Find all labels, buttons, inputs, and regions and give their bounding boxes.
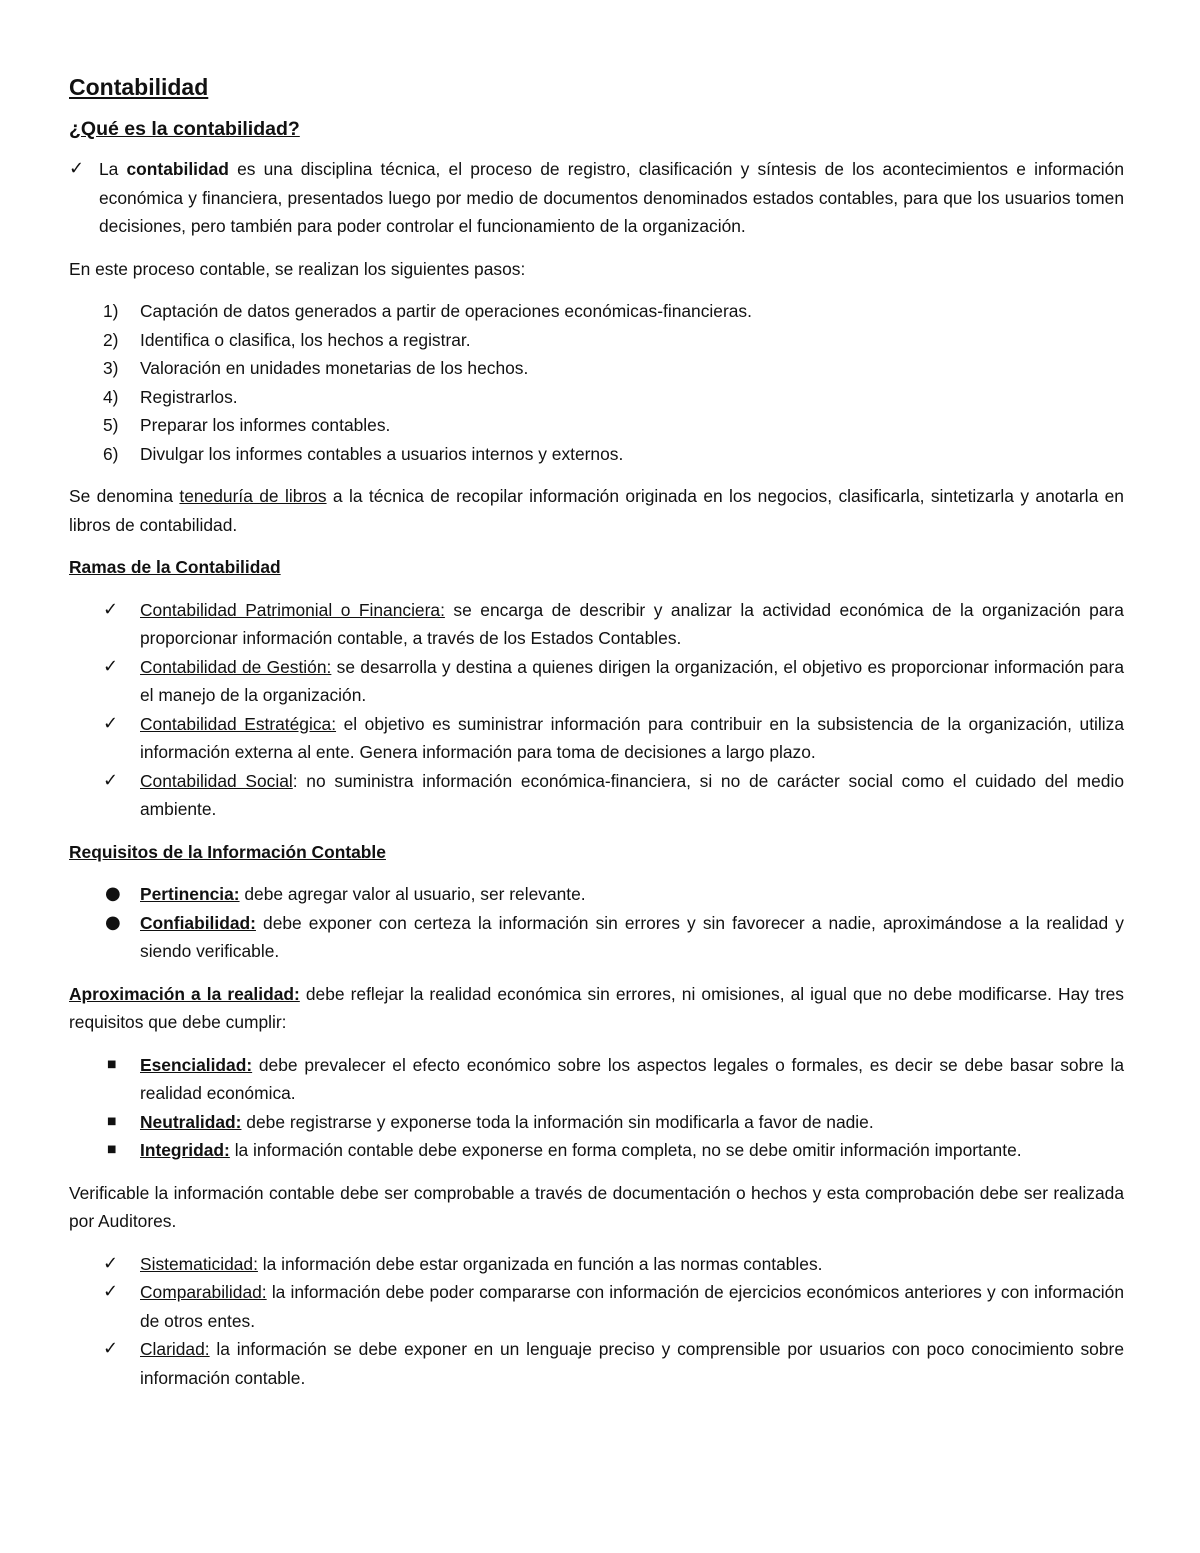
step-text: Preparar los informes contables. bbox=[140, 415, 391, 435]
list-item bbox=[69, 326, 1124, 355]
check-icon: ✓ bbox=[69, 158, 85, 179]
item-text: debe registrarse y exponerse toda la información sin modificarla a favor de nadie. bbox=[241, 1111, 874, 1132]
square-bullet-icon: ■ bbox=[107, 1144, 117, 1155]
bullet-icon: ● bbox=[105, 911, 121, 933]
item-term: Confiabilidad: bbox=[140, 912, 256, 933]
step-number: 5) bbox=[103, 415, 119, 435]
teneduria-pre: Se denomina bbox=[69, 486, 180, 506]
list-item bbox=[69, 411, 1124, 440]
item-term: Contabilidad Patrimonial o Financiera: bbox=[140, 599, 445, 620]
requisitos-list bbox=[69, 880, 1124, 966]
item-text: la información debe poder compararse con información de ejercicios económicos anteriores y con información de otros entes. bbox=[140, 1282, 1124, 1331]
item-text: la información contable debe exponerse en forma completa, no se debe omitir información importante. bbox=[229, 1140, 1022, 1160]
aproximacion-term: Aproximación a la realidad: bbox=[69, 983, 300, 1004]
item-term: Integridad: bbox=[140, 1140, 230, 1160]
check-icon: ✓ bbox=[103, 712, 119, 734]
list-item bbox=[69, 354, 1124, 383]
item-term: Esencialidad: bbox=[140, 1054, 253, 1075]
check-icon: ✓ bbox=[103, 1338, 119, 1359]
aproximacion-list bbox=[69, 1051, 1124, 1165]
item-text: el objetivo es suministrar información para contribuir en la subsistencia de la organización, utiliza información externa al ente. Genera información para toma de decisiones a largo plazo. bbox=[140, 713, 1124, 762]
item-text: debe agregar valor al usuario, ser relevante. bbox=[239, 884, 586, 904]
step-text: Identifica o clasifica, los hechos a registrar. bbox=[140, 329, 471, 350]
ramas-list bbox=[69, 596, 1124, 824]
definition-item bbox=[69, 155, 1124, 241]
step-text: Registrarlos. bbox=[140, 386, 238, 407]
list-item bbox=[69, 440, 1124, 469]
aproximacion-text: debe reflejar la realidad económica sin errores, ni omisiones, al igual que no debe modificarse. Hay tres requisitos que debe cumplir: bbox=[69, 983, 1124, 1032]
list-item bbox=[69, 1108, 1124, 1137]
step-number: 6) bbox=[103, 443, 119, 464]
requisitos-heading: Requisitos de la Información Contable bbox=[69, 841, 386, 862]
item-term: Neutralidad: bbox=[140, 1111, 242, 1132]
list-item bbox=[69, 1335, 1124, 1392]
teneduria-text: a la técnica de recopilar información originada en los negocios, clasificarla, sintetizarla y anotarla en libros de contabilidad. bbox=[69, 486, 1124, 535]
final-list bbox=[69, 1250, 1124, 1393]
definition-list bbox=[69, 155, 1124, 241]
list-item bbox=[69, 1250, 1124, 1279]
process-intro: En este proceso contable, se realizan los siguientes pasos: bbox=[69, 258, 526, 279]
steps-list bbox=[69, 297, 1124, 468]
step-text: Captación de datos generados a partir de operaciones económicas-financieras. bbox=[140, 301, 752, 321]
item-term: Claridad: bbox=[140, 1339, 210, 1359]
section-subtitle: ¿Qué es la contabilidad? bbox=[69, 118, 300, 140]
item-text: la información debe estar organizada en función a las normas contables. bbox=[257, 1253, 823, 1274]
ramas-heading: Ramas de la Contabilidad bbox=[69, 557, 281, 577]
item-text: : no suministra información económica-financiera, si no de carácter social como el cuidado del medio ambiente. bbox=[140, 770, 1124, 819]
bullet-icon: ● bbox=[105, 883, 121, 904]
list-item bbox=[69, 596, 1124, 653]
item-text: debe prevalecer el efecto económico sobre los aspectos legales o formales, es decir se debe basar sobre la realidad económica. bbox=[140, 1054, 1124, 1103]
item-term: Comparabilidad: bbox=[140, 1282, 267, 1302]
square-bullet-icon: ■ bbox=[107, 1058, 117, 1070]
definition-term: contabilidad bbox=[126, 159, 229, 179]
list-item bbox=[69, 297, 1124, 326]
item-term: Contabilidad Social bbox=[140, 770, 293, 791]
square-bullet-icon: ■ bbox=[107, 1115, 117, 1127]
item-term: Contabilidad Estratégica: bbox=[140, 713, 337, 734]
list-item bbox=[69, 653, 1124, 710]
aproximacion-paragraph bbox=[69, 980, 1124, 1037]
check-icon: ✓ bbox=[103, 598, 119, 620]
item-term: Contabilidad de Gestión: bbox=[140, 656, 332, 677]
list-item bbox=[69, 909, 1124, 966]
page-title: Contabilidad bbox=[69, 74, 209, 100]
check-icon: ✓ bbox=[103, 655, 119, 677]
item-text: la información se debe exponer en un lenguaje preciso y comprensible por usuarios con poco conocimiento sobre información contable. bbox=[140, 1339, 1124, 1388]
item-text: se desarrolla y destina a quienes dirigen la organización, el objetivo es proporcionar información para el manejo de la organización. bbox=[140, 656, 1124, 705]
item-term: Pertinencia: bbox=[140, 884, 240, 904]
step-number: 4) bbox=[103, 386, 119, 407]
list-item bbox=[69, 710, 1124, 767]
check-icon: ✓ bbox=[103, 1252, 119, 1274]
list-item bbox=[69, 880, 1124, 909]
step-text: Valoración en unidades monetarias de los hechos. bbox=[140, 358, 529, 378]
item-term: Sistematicidad: bbox=[140, 1253, 258, 1274]
definition-pre: La bbox=[99, 159, 127, 179]
list-item bbox=[69, 383, 1124, 412]
step-number: 1) bbox=[103, 301, 119, 321]
verificable-paragraph: Verificable la información contable debe ser comprobable a través de documentación o hechos y esta comprobación debe ser realizada por Auditores. bbox=[69, 1182, 1124, 1231]
step-number: 3) bbox=[103, 358, 119, 378]
item-text: debe exponer con certeza la información sin errores y sin favorecer a nadie, aproximándose a la realidad y siendo verificable. bbox=[140, 912, 1124, 961]
list-item bbox=[69, 1278, 1124, 1335]
list-item bbox=[69, 1051, 1124, 1108]
list-item bbox=[69, 1136, 1124, 1165]
step-number: 2) bbox=[103, 329, 119, 350]
definition-text: es una disciplina técnica, el proceso de registro, clasificación y síntesis de los acontecimientos e información económica y financiera, presentados luego por medio de documentos denominados estados contables, para que los usuarios tomen decisiones, pero también para poder controlar el funcionamiento de la organización. bbox=[99, 159, 1124, 236]
teneduria-paragraph bbox=[69, 482, 1124, 539]
list-item bbox=[69, 767, 1124, 824]
check-icon: ✓ bbox=[103, 1281, 119, 1302]
item-text: se encarga de describir y analizar la actividad económica de la organización para proporcionar información contable, a través de los Estados Contables. bbox=[140, 599, 1124, 648]
teneduria-term: teneduría de libros bbox=[179, 486, 327, 506]
check-icon: ✓ bbox=[103, 769, 119, 791]
step-text: Divulgar los informes contables a usuarios internos y externos. bbox=[140, 443, 624, 464]
